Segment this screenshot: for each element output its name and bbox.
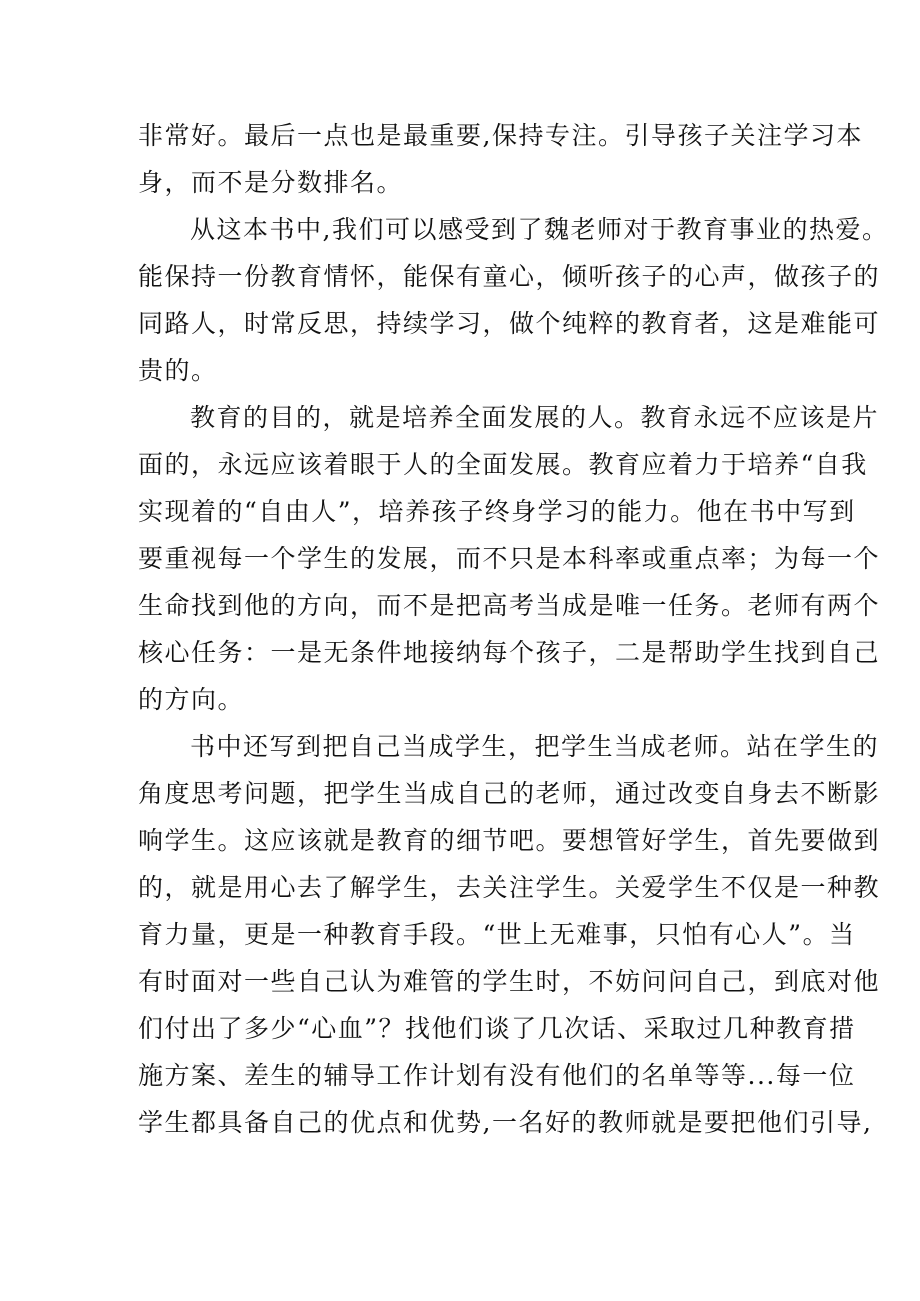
text-line: 核心任务：一是无条件地接纳每个孩子，二是帮助学生找到自己 <box>138 638 881 667</box>
text-line: 有时面对一些自己认为难管的学生时，不妨问问自己，到底对他 <box>138 967 881 996</box>
text-line: 身，而不是分数排名。 <box>138 168 404 197</box>
text-line: 施方案、差生的辅导工作计划有没有他们的名单等等...每一位 <box>138 1061 856 1090</box>
text-line: 生命找到他的方向，而不是把高考当成是唯一任务。老师有两个 <box>138 591 881 620</box>
document-body <box>138 112 889 1146</box>
text-line: 教育的目的，就是培养全面发展的人。教育永远不应该是片 <box>190 403 880 432</box>
text-line: 要重视每一个学生的发展，而不只是本科率或重点率；为每一个 <box>138 544 881 573</box>
text-line: 同路人，时常反思，持续学习，做个纯粹的教育者，这是难能可 <box>138 309 881 338</box>
text-line: 非常好。最后一点也是最重要,保持专注。引导孩子关注学习本 <box>138 121 863 150</box>
text-line: 从这本书中,我们可以感受到了魏老师对于教育事业的热爱。 <box>190 215 889 244</box>
text-line: 学生都具备自己的优点和优势,一名好的教师就是要把他们引导, <box>138 1108 873 1137</box>
text-line: 面的，永远应该着眼于人的全面发展。教育应着力于培养“自我 <box>138 450 868 479</box>
text-line: 能保持一份教育情怀，能保有童心，倾听孩子的心声，做孩子的 <box>138 262 881 291</box>
text-line: 角度思考问题，把学生当成自己的老师，通过改变自身去不断影 <box>138 779 881 808</box>
text-line: 的方向。 <box>138 685 245 714</box>
text-line: 贵的。 <box>138 356 218 385</box>
text-line: 育力量，更是一种教育手段。“世上无难事，只怕有心人”。当 <box>138 920 856 949</box>
text-line: 书中还写到把自己当成学生，把学生当成老师。站在学生的 <box>190 732 880 761</box>
text-line: 的，就是用心去了解学生，去关注学生。关爱学生不仅是一种教 <box>138 873 881 902</box>
text-line: 实现着的“自由人”，培养孩子终身学习的能力。他在书中写到 <box>138 497 856 526</box>
text-line: 响学生。这应该就是教育的细节吧。要想管好学生，首先要做到 <box>138 826 881 855</box>
text-line: 们付出了多少“心血”？找他们谈了几次话、采取过几种教育措 <box>138 1014 856 1043</box>
